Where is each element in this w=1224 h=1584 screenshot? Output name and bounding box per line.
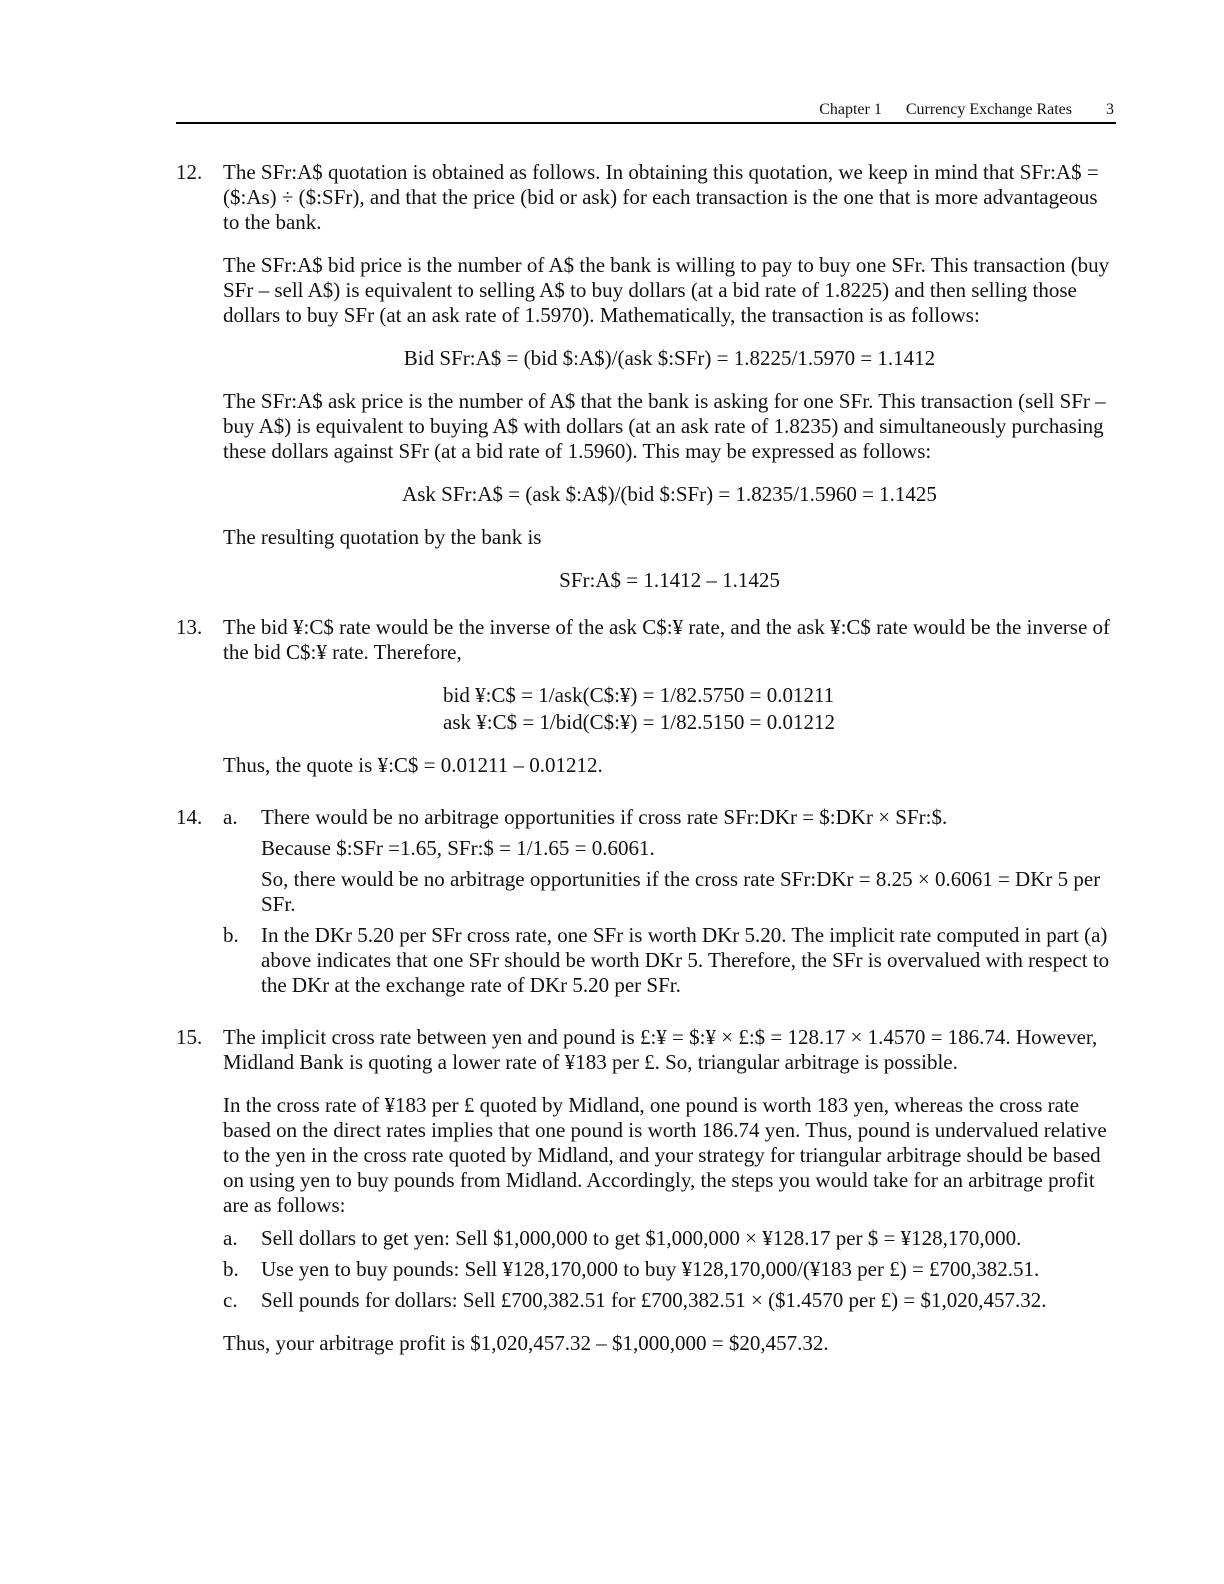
subpart-letter: b. — [223, 923, 239, 947]
question-14 — [176, 805, 1116, 998]
question-number: 13. — [176, 615, 203, 639]
step-b — [223, 1257, 1116, 1282]
paragraph: In the cross rate of ¥183 per £ quoted by Midland, one pound is worth 183 yen, whereas the cross rate based on the direct rates implies that one pound is worth 186.74 yen. Thus, pound is undervalued relative to the yen in the cross rate quoted by Midland, and your strategy for triangular arbitrage should be based on using yen to buy pounds from Midland. Accordingly, the steps you would take for an arbitrage profit are as follows: — [223, 1093, 1107, 1217]
header-chapter: Chapter 1 — [819, 101, 882, 118]
header-page-number: 3 — [1106, 101, 1114, 118]
step-c — [223, 1288, 1116, 1313]
equation: SFr:A$ = 1.1412 – 1.1425 — [559, 568, 780, 592]
step-a — [223, 1226, 1116, 1251]
paragraph: Because $:SFr =1.65, SFr:$ = 1/1.65 = 0.6061. — [261, 836, 655, 860]
equation: Ask SFr:A$ = (ask $:A$)/(bid $:SFr) = 1.8235/1.5960 = 1.1425 — [402, 482, 937, 506]
equation: Bid SFr:A$ = (bid $:A$)/(ask $:SFr) = 1.8225/1.5970 = 1.1412 — [403, 346, 936, 370]
paragraph: Thus, the quote is ¥:C$ = 0.01211 – 0.01212. — [223, 753, 603, 777]
paragraph: The SFr:A$ ask price is the number of A$ that the bank is asking for one SFr. This transaction (sell SFr – buy A$) is equivalent to buying A$ with dollars (at an ask rate of 1.8235) and simultaneously purchasing these dollars against SFr (at a bid rate of 1.5960). This may be expressed as follows: — [223, 389, 1106, 463]
subpart-b — [223, 923, 1116, 998]
subpart-a — [223, 805, 1116, 917]
subpart-letter: a. — [223, 805, 238, 829]
equation: bid ¥:C$ = 1/ask(C$:¥) = 1/82.5750 = 0.01211 — [443, 683, 835, 707]
paragraph: Thus, your arbitrage profit is $1,020,457.32 – $1,000,000 = $20,457.32. — [223, 1331, 829, 1355]
header-title: Currency Exchange Rates — [905, 101, 1072, 118]
step-text: Sell pounds for dollars: Sell £700,382.51 for £700,382.51 × ($1.4570 per £) = $1,020,457.32. — [261, 1288, 1047, 1312]
paragraph: The SFr:A$ bid price is the number of A$ the bank is willing to pay to buy one SFr. This transaction (buy SFr – sell A$) is equivalent to selling A$ to buy dollars (at a bid rate of 1.8225) and then selling those dollars to buy SFr (at an ask rate of 1.5970). Mathematically, the transaction is as follows: — [223, 253, 1110, 327]
running-header — [176, 100, 1116, 124]
paragraph: The bid ¥:C$ rate would be the inverse of the ask C$:¥ rate, and the ask ¥:C$ rate would be the inverse of the bid C$:¥ rate. Therefore, — [223, 615, 1111, 664]
paragraph: There would be no arbitrage opportunities if cross rate SFr:DKr = $:DKr × SFr:$. — [261, 805, 948, 829]
document-body — [176, 160, 1116, 1383]
question-12 — [176, 160, 1116, 593]
paragraph: So, there would be no arbitrage opportunities if the cross rate SFr:DKr = 8.25 × 0.6061 = DKr 5 per SFr. — [261, 867, 1101, 916]
question-number: 15. — [176, 1025, 203, 1049]
step-letter: b. — [223, 1257, 239, 1281]
question-15 — [176, 1025, 1116, 1356]
step-text: Use yen to buy pounds: Sell ¥128,170,000 to buy ¥128,170,000/(¥183 per £) = £700,382.51. — [261, 1257, 1040, 1281]
paragraph: The resulting quotation by the bank is — [223, 525, 542, 549]
step-letter: a. — [223, 1226, 238, 1250]
step-text: Sell dollars to get yen: Sell $1,000,000 to get $1,000,000 × ¥128.17 per $ = ¥128,170,000. — [261, 1226, 1022, 1250]
question-number: 12. — [176, 160, 203, 184]
equation: ask ¥:C$ = 1/bid(C$:¥) = 1/82.5150 = 0.01212 — [443, 710, 835, 734]
question-number: 14. — [176, 805, 203, 829]
paragraph: The implicit cross rate between yen and pound is £:¥ = $:¥ × £:$ = 128.17 × 1.4570 = 186.74. However, Midland Bank is quoting a lower rate of ¥183 per £. So, triangular arbitrage is possible. — [223, 1025, 1098, 1074]
paragraph: The SFr:A$ quotation is obtained as follows. In obtaining this quotation, we keep in mind that SFr:A$ = ($:As) ÷ ($:SFr), and that the price (bid or ask) for each transaction is the one that is more advantageous to the bank. — [223, 160, 1099, 234]
paragraph: In the DKr 5.20 per SFr cross rate, one SFr is worth DKr 5.20. The implicit rate computed in part (a) above indicates that one SFr should be worth DKr 5. Therefore, the SFr is overvalued with respect to the DKr at the exchange rate of DKr 5.20 per SFr. — [261, 923, 1110, 997]
question-13 — [176, 615, 1116, 778]
step-letter: c. — [223, 1288, 238, 1312]
